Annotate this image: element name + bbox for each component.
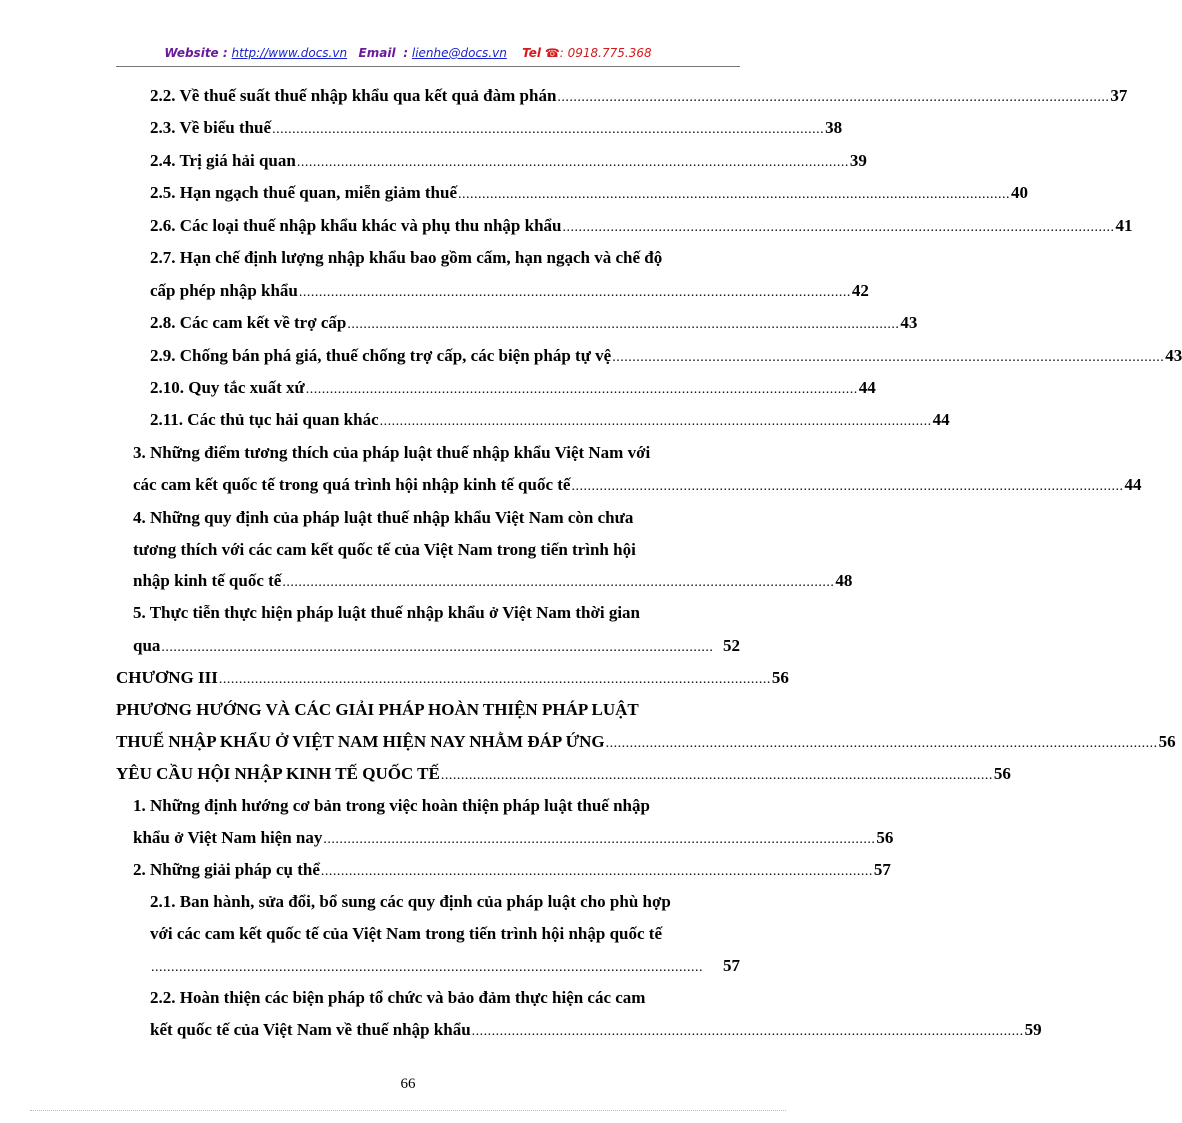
toc-entry[interactable]: 2.6. Các loại thuế nhập khẩu khác và phụ thu nhập khẩu .......................................................................................................................................... 41: [150, 216, 1133, 235]
toc-entry[interactable]: 2. Những giải pháp cụ thể .......................................................................................................................................... 57: [133, 860, 891, 879]
email-label: Email: [358, 46, 396, 60]
footer-divider: [30, 1110, 786, 1111]
toc-page-number: 44: [1124, 475, 1142, 494]
toc-entry[interactable]: kết quốc tế của Việt Nam về thuế nhập khẩu .......................................................................................................................................... 59: [150, 1020, 1042, 1039]
dot-leader: ..........................................................................................................................................: [440, 768, 993, 783]
toc-page-number: 40: [1011, 183, 1028, 202]
toc-entry-line[interactable]: 2.1. Ban hành, sửa đổi, bổ sung các quy định của pháp luật cho phù hợp: [150, 892, 671, 911]
website-label: Website :: [164, 46, 228, 60]
dot-leader: ..........................................................................................................................................: [323, 832, 876, 847]
dot-leader: ..........................................................................................................................................: [161, 640, 714, 655]
toc-page-number: 57: [873, 860, 891, 879]
phone-icon: ☎: [544, 46, 560, 60]
dot-leader: ..........................................................................................................................................: [298, 285, 851, 300]
toc-entry-line[interactable]: 3. Những điểm tương thích của pháp luật thuế nhập khẩu Việt Nam với: [133, 443, 651, 462]
dot-leader: ..........................................................................................................................................: [272, 122, 825, 137]
toc-entry[interactable]: qua .......................................................................................................................................... 52: [133, 636, 740, 655]
toc-page-number: 39: [849, 151, 867, 170]
toc-entry[interactable]: CHƯƠNG III .......................................................................................................................................... 56: [116, 668, 789, 687]
tel-value: : 0918.775.368: [559, 46, 652, 60]
toc-entry-line[interactable]: 5. Thực tiễn thực hiện pháp luật thuế nhập khẩu ở Việt Nam thời gian: [133, 603, 641, 622]
website-link[interactable]: http://www.docs.vn: [231, 46, 348, 60]
dot-leader: ..........................................................................................................................................: [612, 350, 1165, 365]
toc-page-number: 44: [932, 410, 950, 429]
email-link[interactable]: lienhe@docs.vn: [411, 46, 507, 60]
dot-leader: ..........................................................................................................................................: [557, 90, 1110, 105]
toc-entry[interactable]: 2.4. Trị giá hải quan .......................................................................................................................................... 39: [150, 151, 867, 170]
tel-label: Tel: [522, 46, 541, 60]
toc-page-number: 37: [1110, 86, 1128, 105]
toc-entry-line[interactable]: với các cam kết quốc tế của Việt Nam trong tiến trình hội nhập quốc tế: [150, 924, 662, 943]
toc-page-number: 52: [723, 636, 740, 655]
toc-entry[interactable]: khẩu ở Việt Nam hiện nay .......................................................................................................................................... 56: [133, 828, 894, 847]
dot-leader: ..........................................................................................................................................: [296, 155, 849, 170]
dot-leader: ..........................................................................................................................................: [562, 220, 1115, 235]
dot-leader: ..........................................................................................................................................: [458, 187, 1010, 202]
dot-leader: ..........................................................................................................................................: [471, 1024, 1024, 1039]
toc-page-number: 42: [851, 281, 869, 300]
toc-entry[interactable]: nhập kinh tế quốc tế .......................................................................................................................................... 48: [133, 571, 853, 590]
toc-page-number: 56: [993, 764, 1011, 783]
toc-page-number: 56: [771, 668, 789, 687]
dot-leader: ..........................................................................................................................................: [282, 575, 835, 590]
toc-entry-line[interactable]: 2.2. Hoàn thiện các biện pháp tổ chức và bảo đảm thực hiện các cam: [150, 988, 646, 1007]
toc-entry-line[interactable]: 1. Những định hướng cơ bản trong việc hoàn thiện pháp luật thuế nhập: [133, 796, 650, 815]
toc-entry-line[interactable]: PHƯƠNG HƯỚNG VÀ CÁC GIẢI PHÁP HOÀN THIỆN PHÁP LUẬT: [116, 700, 639, 719]
toc-entry[interactable]: 2.3. Về biểu thuế .......................................................................................................................................... 38: [150, 118, 843, 137]
toc-entry[interactable]: cấp phép nhập khẩu .......................................................................................................................................... 42: [150, 281, 869, 300]
toc-entry[interactable]: [150, 956, 740, 976]
dot-leader: ..........................................................................................................................................: [151, 960, 703, 975]
toc-page-number: 41: [1115, 216, 1133, 235]
toc-page-number: 56: [876, 828, 894, 847]
toc-entry[interactable]: 2.2. Về thuế suất thuế nhập khẩu qua kết quả đàm phán .......................................................................................................................................... 37: [150, 86, 1128, 105]
toc-entry[interactable]: 2.9. Chống bán phá giá, thuế chống trợ cấp, các biện pháp tự vệ .......................................................................................................................................... 43: [150, 346, 1182, 365]
toc-entry[interactable]: 2.5. Hạn ngạch thuế quan, miễn giảm thuế .......................................................................................................................................... 40: [150, 183, 1028, 202]
dot-leader: ..........................................................................................................................................: [320, 864, 873, 879]
toc-page-number: 44: [858, 378, 876, 397]
toc-entry[interactable]: THUẾ NHẬP KHẨU Ở VIỆT NAM HIỆN NAY NHẰM ĐÁP ỨNG .......................................................................................................................................... 56: [116, 732, 1176, 751]
page-header: [0, 46, 816, 60]
toc-page-number: 56: [1158, 732, 1176, 751]
dot-leader: ..........................................................................................................................................: [305, 382, 858, 397]
toc-entry[interactable]: 2.11. Các thủ tục hải quan khác .......................................................................................................................................... 44: [150, 410, 950, 429]
dot-leader: ..........................................................................................................................................: [218, 672, 771, 687]
toc-entry[interactable]: YÊU CẦU HỘI NHẬP KINH TẾ QUỐC TẾ .......................................................................................................................................... 56: [116, 764, 1011, 783]
dot-leader: ..........................................................................................................................................: [571, 479, 1124, 494]
toc-entry-line[interactable]: tương thích với các cam kết quốc tế của Việt Nam trong tiến trình hội: [133, 540, 636, 559]
toc-page-number: 43: [900, 313, 918, 332]
page-number: 66: [400, 1076, 416, 1092]
toc-page-number: 38: [825, 118, 843, 137]
header-divider: [116, 66, 740, 67]
toc-entry[interactable]: các cam kết quốc tế trong quá trình hội nhập kinh tế quốc tế .......................................................................................................................................... 44: [133, 475, 1142, 494]
toc-entry-line[interactable]: 2.7. Hạn chế định lượng nhập khẩu bao gồm cấm, hạn ngạch và chế độ: [150, 248, 663, 267]
toc-page-number: 43: [1165, 346, 1182, 365]
dot-leader: ..........................................................................................................................................: [347, 317, 900, 332]
toc-page-number: 59: [1024, 1020, 1042, 1039]
dot-leader: ..........................................................................................................................................: [605, 736, 1158, 751]
email-separator: :: [403, 46, 409, 60]
toc-page-number: 48: [835, 571, 853, 590]
dot-leader: ..........................................................................................................................................: [379, 414, 932, 429]
toc-page-number: 57: [723, 956, 740, 975]
toc-entry-line[interactable]: 4. Những quy định của pháp luật thuế nhập khẩu Việt Nam còn chưa: [133, 508, 634, 527]
toc-entry[interactable]: 2.10. Quy tắc xuất xứ .......................................................................................................................................... 44: [150, 378, 876, 397]
toc-entry[interactable]: 2.8. Các cam kết về trợ cấp .......................................................................................................................................... 43: [150, 313, 918, 332]
